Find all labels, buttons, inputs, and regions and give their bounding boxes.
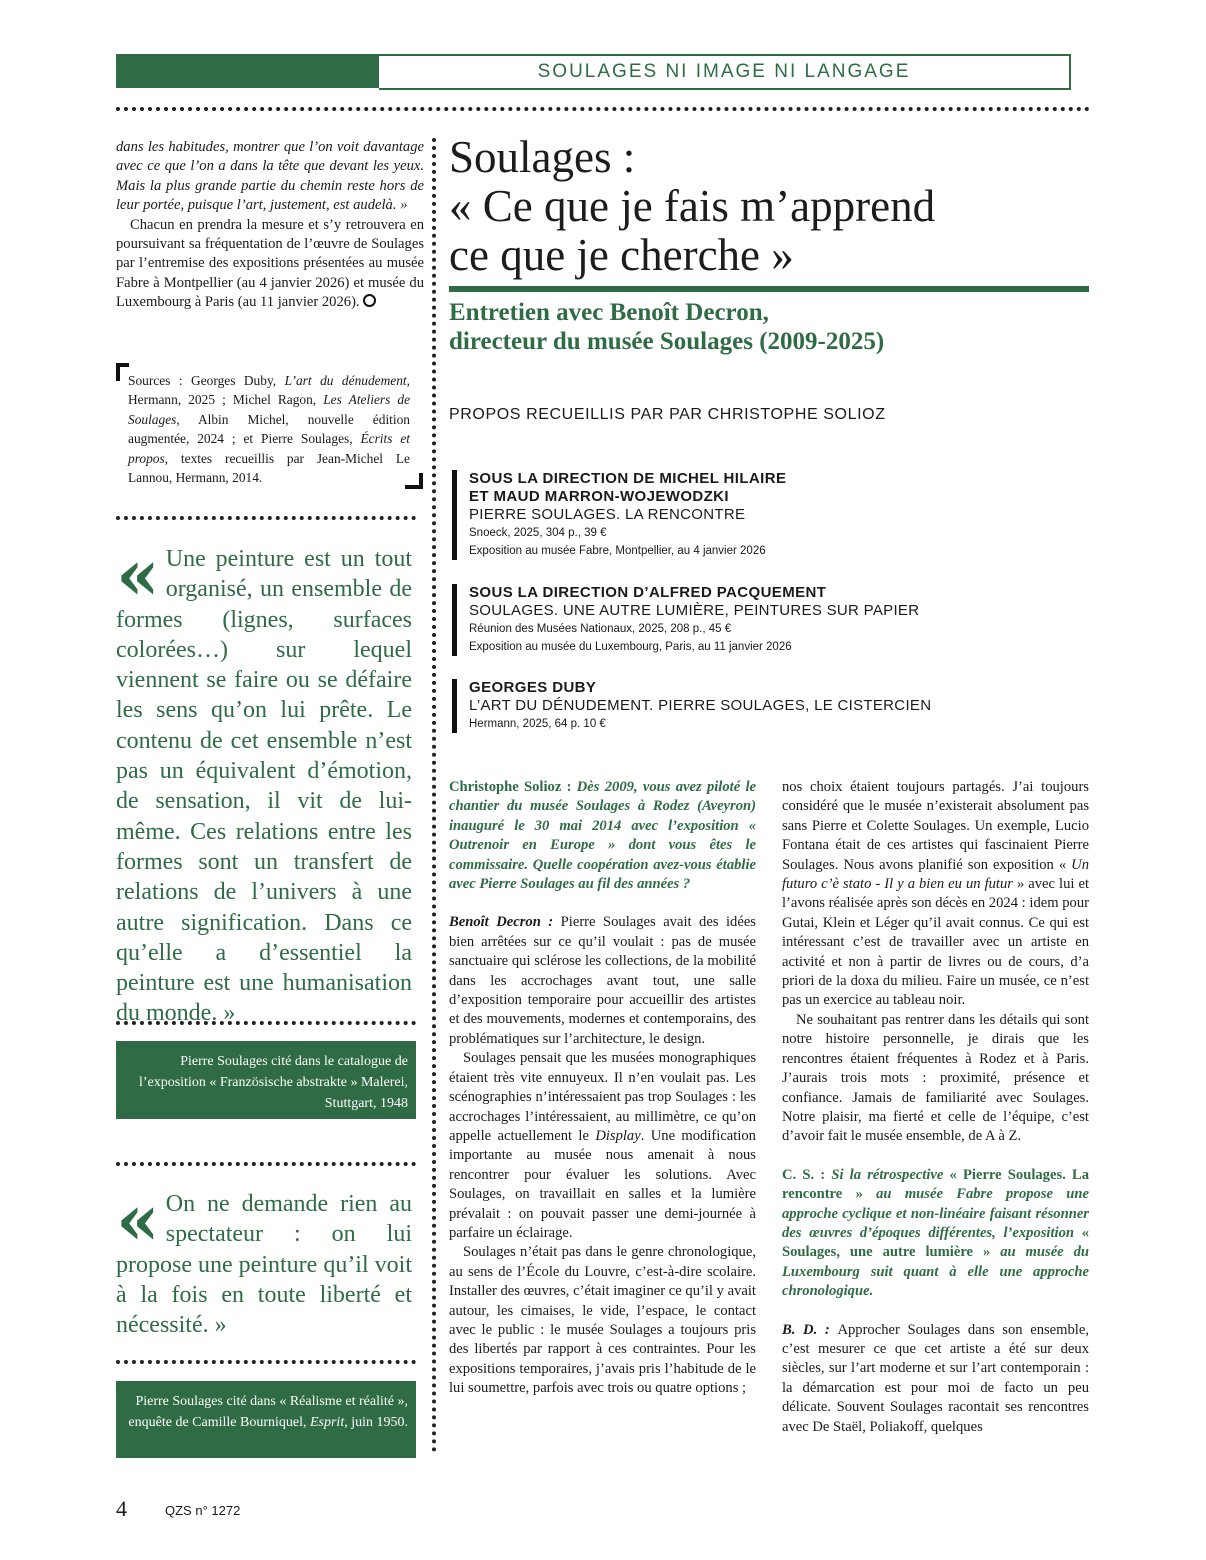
- pull-quote-2: « On ne demande rien au spectateur : on lui propose une peinture qu’il voit à la fois en toute liberté et nécessité. »: [116, 1178, 412, 1339]
- pull-quote-1: « Une peinture est un tout organisé, un ensemble de formes (lignes, surfaces colorées…) sur lequel viennent se faire ou se défaire les sens qu’on lui prête. Le contenu de cet ensemble n’est pas un équivalent d’émotion, de sensation, il vit de lui-même. Ces relations entre les formes sont un transfert de relations de l’univers à une autre signification. Dans ce qu’elle a d’essentiel la peinture est une humanisation du monde. »: [116, 533, 412, 1027]
- header-band-title: SOULAGES NI IMAGE NI LANGAGE: [379, 54, 1071, 90]
- book-reference: SOUS LA DIRECTION DE MICHEL HILAIRE ET MAUD MARRON-WOJEWODZKI PIERRE SOULAGES. LA RENCONTRE Snoeck, 2025, 304 p., 39 € Exposition au musée Fabre, Montpellier, au 4 janvier 2026: [452, 470, 786, 560]
- intro-paragraph: Chacun en prendra la mesure et s’y retrouvera en poursuivant sa fréquentation de l’œuvre de Soulages par l’entremise des expositions présentées au musée Fabre à Montpellier (au 4 janvier 2026) et musée du Luxembourg à Paris (au 11 janvier 2026).: [116, 216, 424, 311]
- search-icon: [363, 294, 376, 307]
- intro-italic: dans les habitudes, montrer que l’on voit davantage avec ce que l’on a dans la tête que devant les yeux. Mais la plus grande partie du chemin reste hors de leur portée, puisque l’art, justement, est audelà. »: [116, 139, 424, 214]
- quote-mark-icon: «: [116, 533, 160, 616]
- answer-1-paragraph: Soulages pensait que les musées monographiques étaient très vite ennuyeux. Il n’en voulait pas. Les scénographies n’intéressaient pas trop Soulages : les accrochages l’intéressaient, au millimètre, ce qu’on appelle actuellement le Display. Une modification importante au musée nous amenait à nous rencontrer pour évaluer les solutions. Avec Soulages, on travaillait en salles et la lumière prévalait : on pouvait passer une demi-journée à parfaire un éclairage.: [449, 1050, 756, 1241]
- page-number: 4: [116, 1496, 127, 1521]
- magazine-issue: QZS n° 1272: [165, 1503, 241, 1518]
- dotted-rule: [116, 516, 416, 520]
- header-dotted-rule: [116, 107, 1090, 111]
- answer-1-paragraph: nos choix étaient toujours partagés. J’ai toujours considéré que le musée n’existerait absolument pas sans Pierre et Colette Soulages. Un exemple, Lucio Fontana était de ces artistes qui fascinaient Pierre Soulages. Nous avons planifié son exposition « Un futuro c’è stato - Il y a bien eu un futur » avec lui et l’avons réalisée après son décès en 2024 : idem pour Gutai, Klein et Léger qu’il avait connus. Ce qui est intéressant c’est de travailler avec un artiste en activité et non à partir de livres ou de cours, d’a priori de la doxa du milieu. Faire un musée, ce n’est pas un exercice au tableau noir.: [782, 779, 1089, 1009]
- answer-1-paragraph: Soulages n’était pas dans le genre chronologique, au sens de l’École du Louvre, c’est-à-dire scolaire. Installer des œuvres, c’était imaginer ce qu’il y avait autour, les cimaises, le vide, l’espace, le contact avec le public : le musée Soulages a toujours pris des libertés par rapport à ces contraintes. Pour les expositions temporaires, j’avais pris l’habitude de le lui soumettre, parfois avec trois ou quatre options ;: [449, 1244, 756, 1397]
- dotted-rule: [116, 1021, 416, 1025]
- quote-2-caption: Pierre Soulages cité dans « Réalisme et réalité », enquête de Camille Bourniquel, Esprit, juin 1950.: [116, 1381, 416, 1458]
- book-reference: SOUS LA DIRECTION D’ALFRED PACQUEMENT SOULAGES. UNE AUTRE LUMIÈRE, PEINTURES SUR PAPIER Réunion des Musées Nationaux, 2025, 208 p., 45 € Exposition au musée du Luxembourg, Paris, au 11 janvier 2026: [452, 584, 919, 656]
- book-reference: GEORGES DUBY L’ART DU DÉNUDEMENT. PIERRE SOULAGES, LE CISTERCIEN Hermann, 2025, 64 p. 10 €: [452, 679, 931, 733]
- sources-note: Sources : Georges Duby, L’art du dénudement, Hermann, 2025 ; Michel Ragon, Les Ateliers de Soulages, Albin Michel, nouvelle édition augmentée, 2024 ; et Pierre Soulages, Écrits et propos, textes recueillis par Jean-Michel Le Lannou, Hermann, 2014.: [128, 373, 411, 486]
- answer-1-paragraph: Ne souhaitant pas rentrer dans les détails qui sont notre histoire personnelle, je dirais que les rencontres étaient fréquentes à Rodez et à Paris. J’aurais trois mots : proximité, présence et confiance. Jamais de familiarité avec Soulages. Notre plaisir, ma fierté et celle de l’équipe, c’est d’avoir fait le musée ensemble, de A à Z.: [782, 1011, 1089, 1145]
- dotted-rule: [116, 1360, 416, 1364]
- quote-1-caption: Pierre Soulages cité dans le catalogue de l’exposition « Französische abstrakte » Malerei, Stuttgart, 1948: [116, 1041, 416, 1119]
- dotted-rule: [116, 1162, 416, 1166]
- title-rule: [449, 286, 1089, 292]
- question-1: Christophe Solioz : Dès 2009, vous avez piloté le chantier du musée Soulages à Rodez (Aveyron) inauguré le 30 mai 2014 avec l’exposition « Outrenoir en Europe » dont vous êtes le commissaire. Quelle coopération avez-vous établie avec Pierre Soulages au fil des années ?: [449, 779, 757, 893]
- left-intro: [116, 138, 424, 313]
- interview-column-1: [449, 778, 756, 1399]
- answer-2: B. D. : Approcher Soulages dans son ensemble, c’est mesurer ce que cet artiste a été sur deux siècles, sur l’art moderne et sur l’art contemporain : la démarcation est pour moi de facto un peu délicate. Souvent Soulages racontait ses rencontres avec De Staël, Poliakoff, quelques: [782, 1321, 1089, 1435]
- header-band-fill: [116, 54, 379, 88]
- answer-1: Benoît Decron : Pierre Soulages avait des idées bien arrêtées sur ce qu’il voulait : pas de musée sanctuaire qui sclérose les collections, de la mobilité dans les accrochages avant tout, une salle d’exposition temporaire pour accueillir des artistes et des mouvements, modernes et contemporains, des problématiques sur l’architecture, le design.: [449, 914, 756, 1047]
- sources-corner-bottom: [405, 473, 423, 489]
- interview-column-2: [782, 778, 1089, 1437]
- article-subtitle: Entretien avec Benoît Decron, directeur du musée Soulages (2009-2025): [449, 299, 885, 355]
- quote-mark-icon: «: [116, 1178, 160, 1261]
- question-2: C. S. : Si la rétrospective « Pierre Soulages. La rencontre » au musée Fabre propose une approche cyclique et non-linéaire faisant résonner des œuvres d’époques différentes, l’exposition « Soulages, une autre lumière » au musée du Luxembourg suit quant à elle une approche chronologique.: [782, 1166, 1090, 1300]
- column-dotted-divider: [432, 138, 436, 1453]
- byline: PROPOS RECUEILLIS PAR PAR CHRISTOPHE SOLIOZ: [449, 406, 886, 423]
- article-title: Soulages : « Ce que je fais m’apprend ce que je cherche »: [449, 132, 936, 280]
